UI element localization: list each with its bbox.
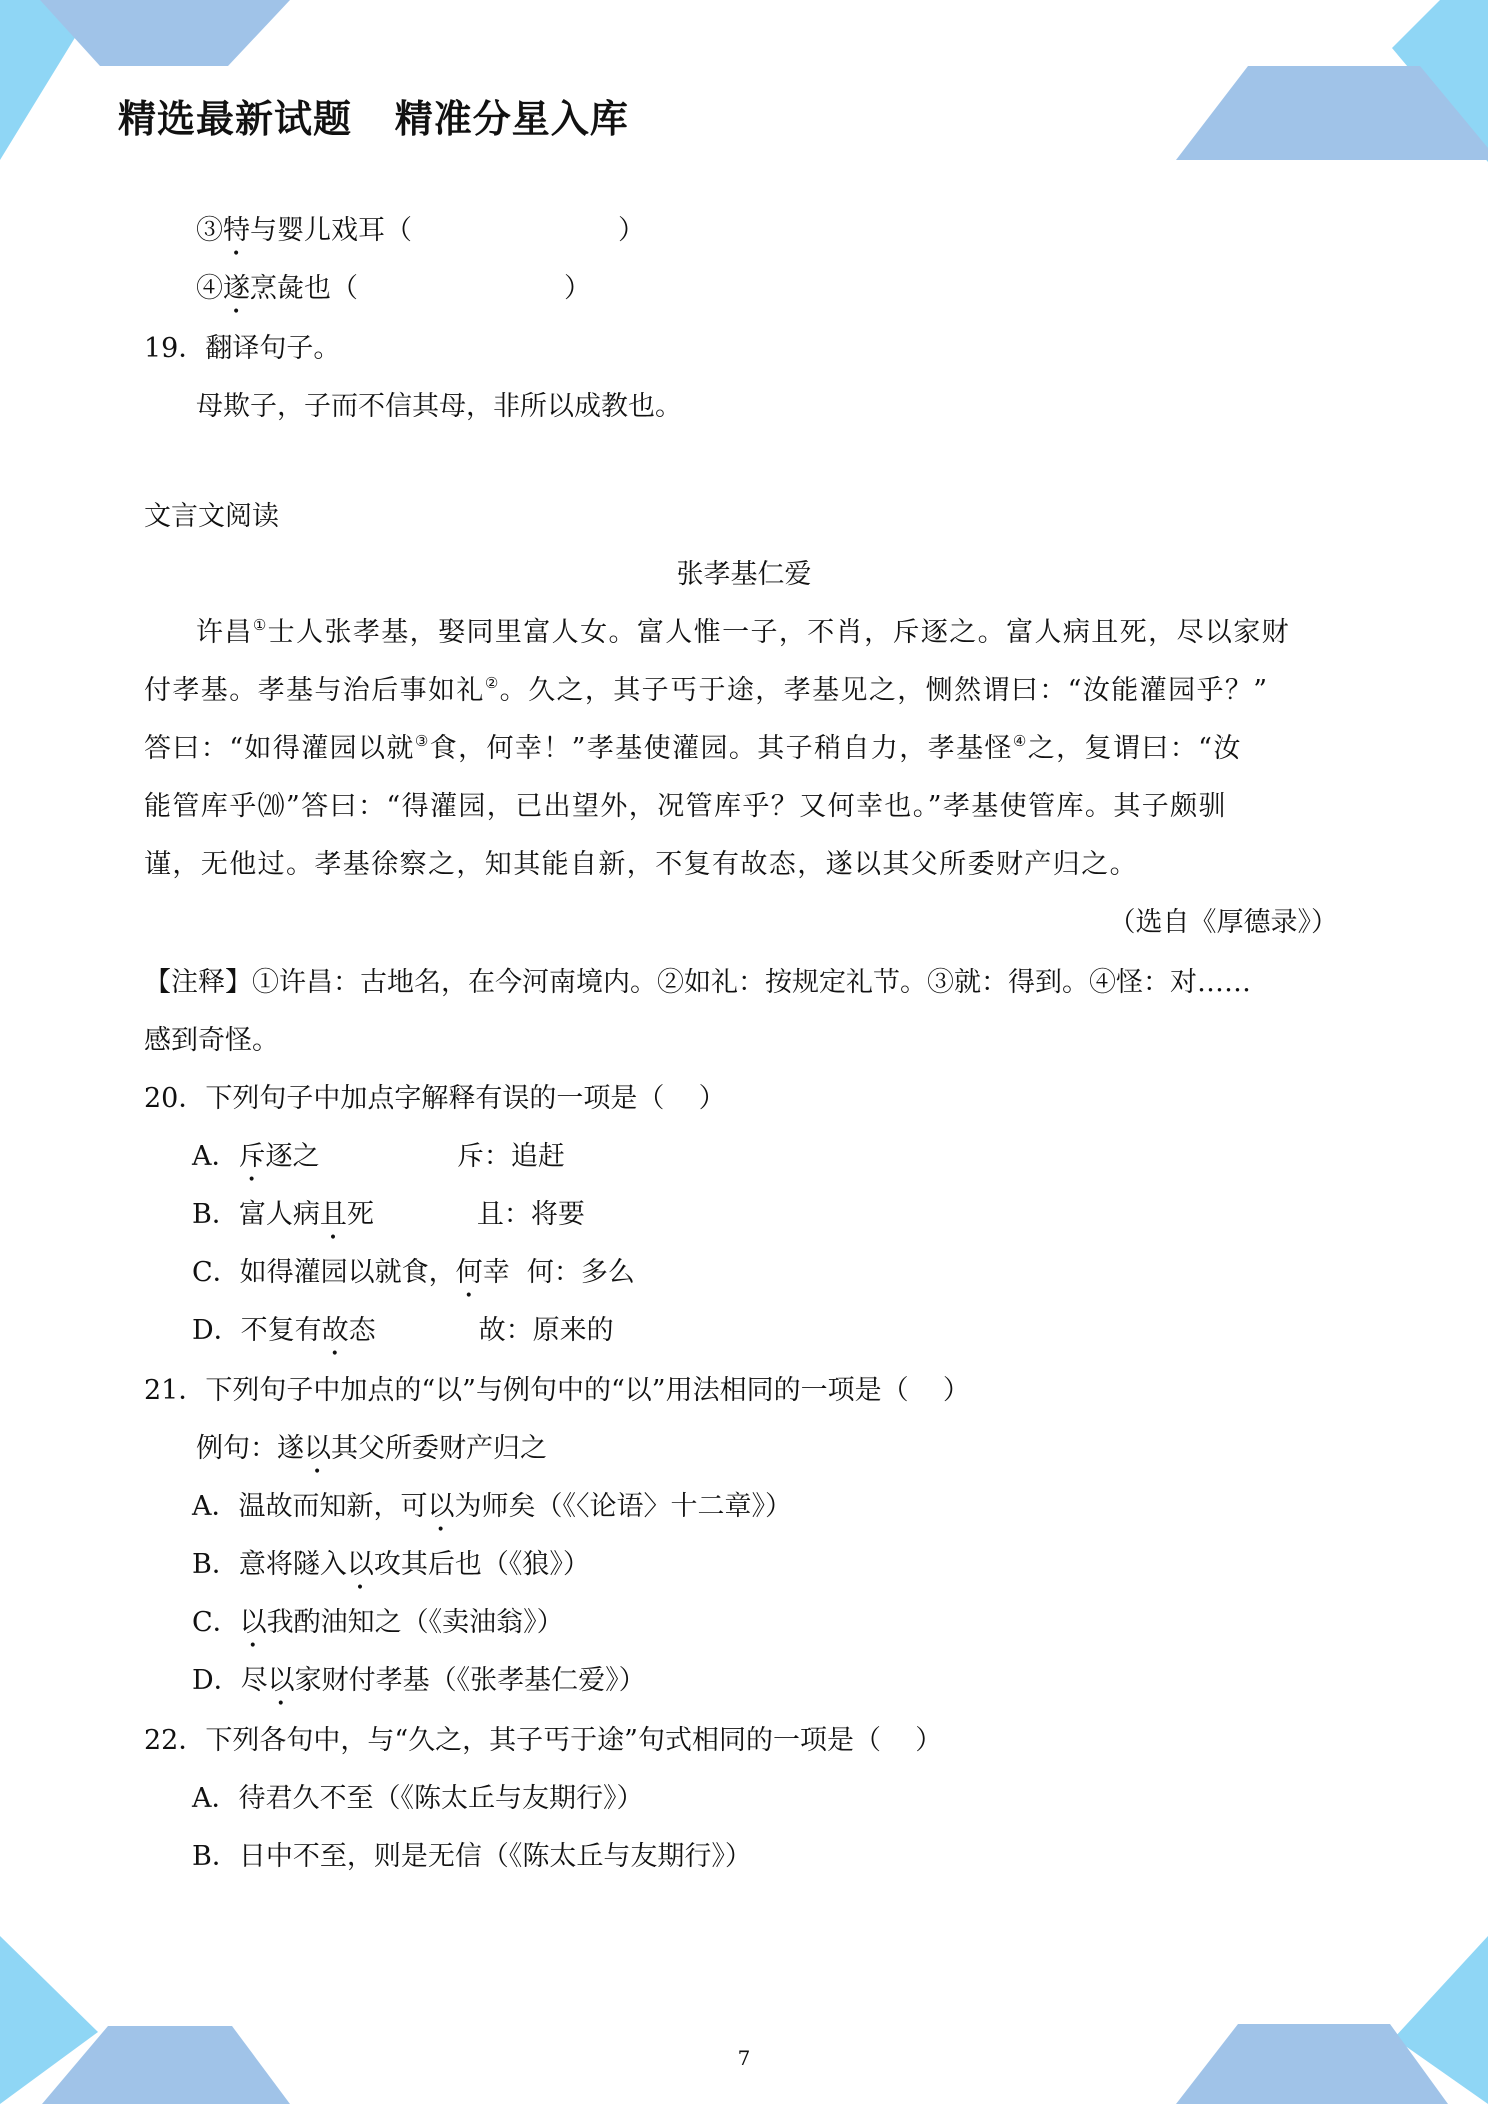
- q21-stem: 21．下列句子中加点的“以”与例句中的“以”用法相同的一项是（ ）: [144, 1375, 970, 1406]
- passage-line-4: 能管库乎⒇”答曰：“得灌园，已出望外，况管库乎？又何幸也。”孝基使管库。其子颇驯: [144, 791, 1227, 822]
- notes-line-2: 感到奇怪。: [144, 1025, 279, 1056]
- q20-option-d: D．不复有故态 故：原来的: [192, 1315, 614, 1346]
- q18-item-3: ③特与婴儿戏耳（ ）: [196, 215, 645, 246]
- q21-example: 例句：遂以其父所委财产归之: [196, 1433, 547, 1464]
- q20-option-c: C．如得灌园以就食，何幸 何：多么: [192, 1257, 635, 1288]
- q19-stem: 19．翻译句子。: [144, 333, 341, 364]
- q18-item-4: ④遂烹彘也（ ）: [196, 273, 591, 304]
- footnote-marker: ①: [252, 616, 268, 634]
- passage-line-5: 谨，无他过。孝基徐察之，知其能自新，不复有故态，遂以其父所委财产归之。: [144, 849, 1138, 880]
- q22-stem: 22．下列各句中，与“久之，其子丐于途”句式相同的一项是（ ）: [144, 1725, 943, 1756]
- passage-line-1: 许昌①士人张孝基，娶同里富人女。富人惟一子，不肖，斥逐之。富人病且死，尽以家财: [196, 616, 1291, 648]
- page-number: 7: [737, 2046, 751, 2070]
- q22-option-a: A．待君久不至（《陈太丘与友期行》）: [192, 1783, 644, 1814]
- q21-option-c: C．以我酌油知之（《卖油翁》）: [192, 1607, 564, 1638]
- footnote-marker: ③: [414, 732, 430, 750]
- q20-option-a: A．斥逐之 斥：追赶: [192, 1141, 565, 1172]
- passage-source: （选自《厚德录》）: [1108, 907, 1338, 938]
- notes-line-1: 【注释】①许昌：古地名，在今河南境内。②如礼：按规定礼节。③就：得到。④怪：对……: [144, 967, 1251, 998]
- corner-trapezoid-top-left: [40, 0, 290, 66]
- q22-option-b: B．日中不至，则是无信（《陈太丘与友期行》）: [192, 1841, 752, 1872]
- header-title: 精选最新试题 精准分星入库: [118, 97, 629, 141]
- section-title: 文言文阅读: [144, 501, 279, 532]
- q19-sentence: 母欺子，子而不信其母，非所以成教也。: [196, 391, 682, 422]
- passage-line-2: 付孝基。孝基与治后事如礼②。久之，其子丐于途，孝基见之，恻然谓曰：“汝能灌园乎？”: [144, 674, 1269, 706]
- q20-option-b: B．富人病且死 且：将要: [192, 1199, 585, 1230]
- q21-option-d: D．尽以家财付孝基（《张孝基仁爱》）: [192, 1665, 646, 1696]
- q21-option-b: B．意将隧入以攻其后也（《狼》）: [192, 1549, 590, 1580]
- passage-title: 张孝基仁爱: [676, 559, 812, 590]
- footnote-marker: ④: [1012, 732, 1028, 750]
- footnote-marker: ②: [484, 674, 500, 692]
- q21-option-a: A．温故而知新，可以为师矣（《〈论语〉十二章》）: [192, 1491, 792, 1522]
- q20-stem: 20．下列句子中加点字解释有误的一项是（ ）: [144, 1083, 726, 1114]
- passage-line-3: 答曰：“如得灌园以就③食，何幸！”孝基使灌园。其子稍自力，孝基怪④之，复谓曰：“汝: [144, 732, 1242, 764]
